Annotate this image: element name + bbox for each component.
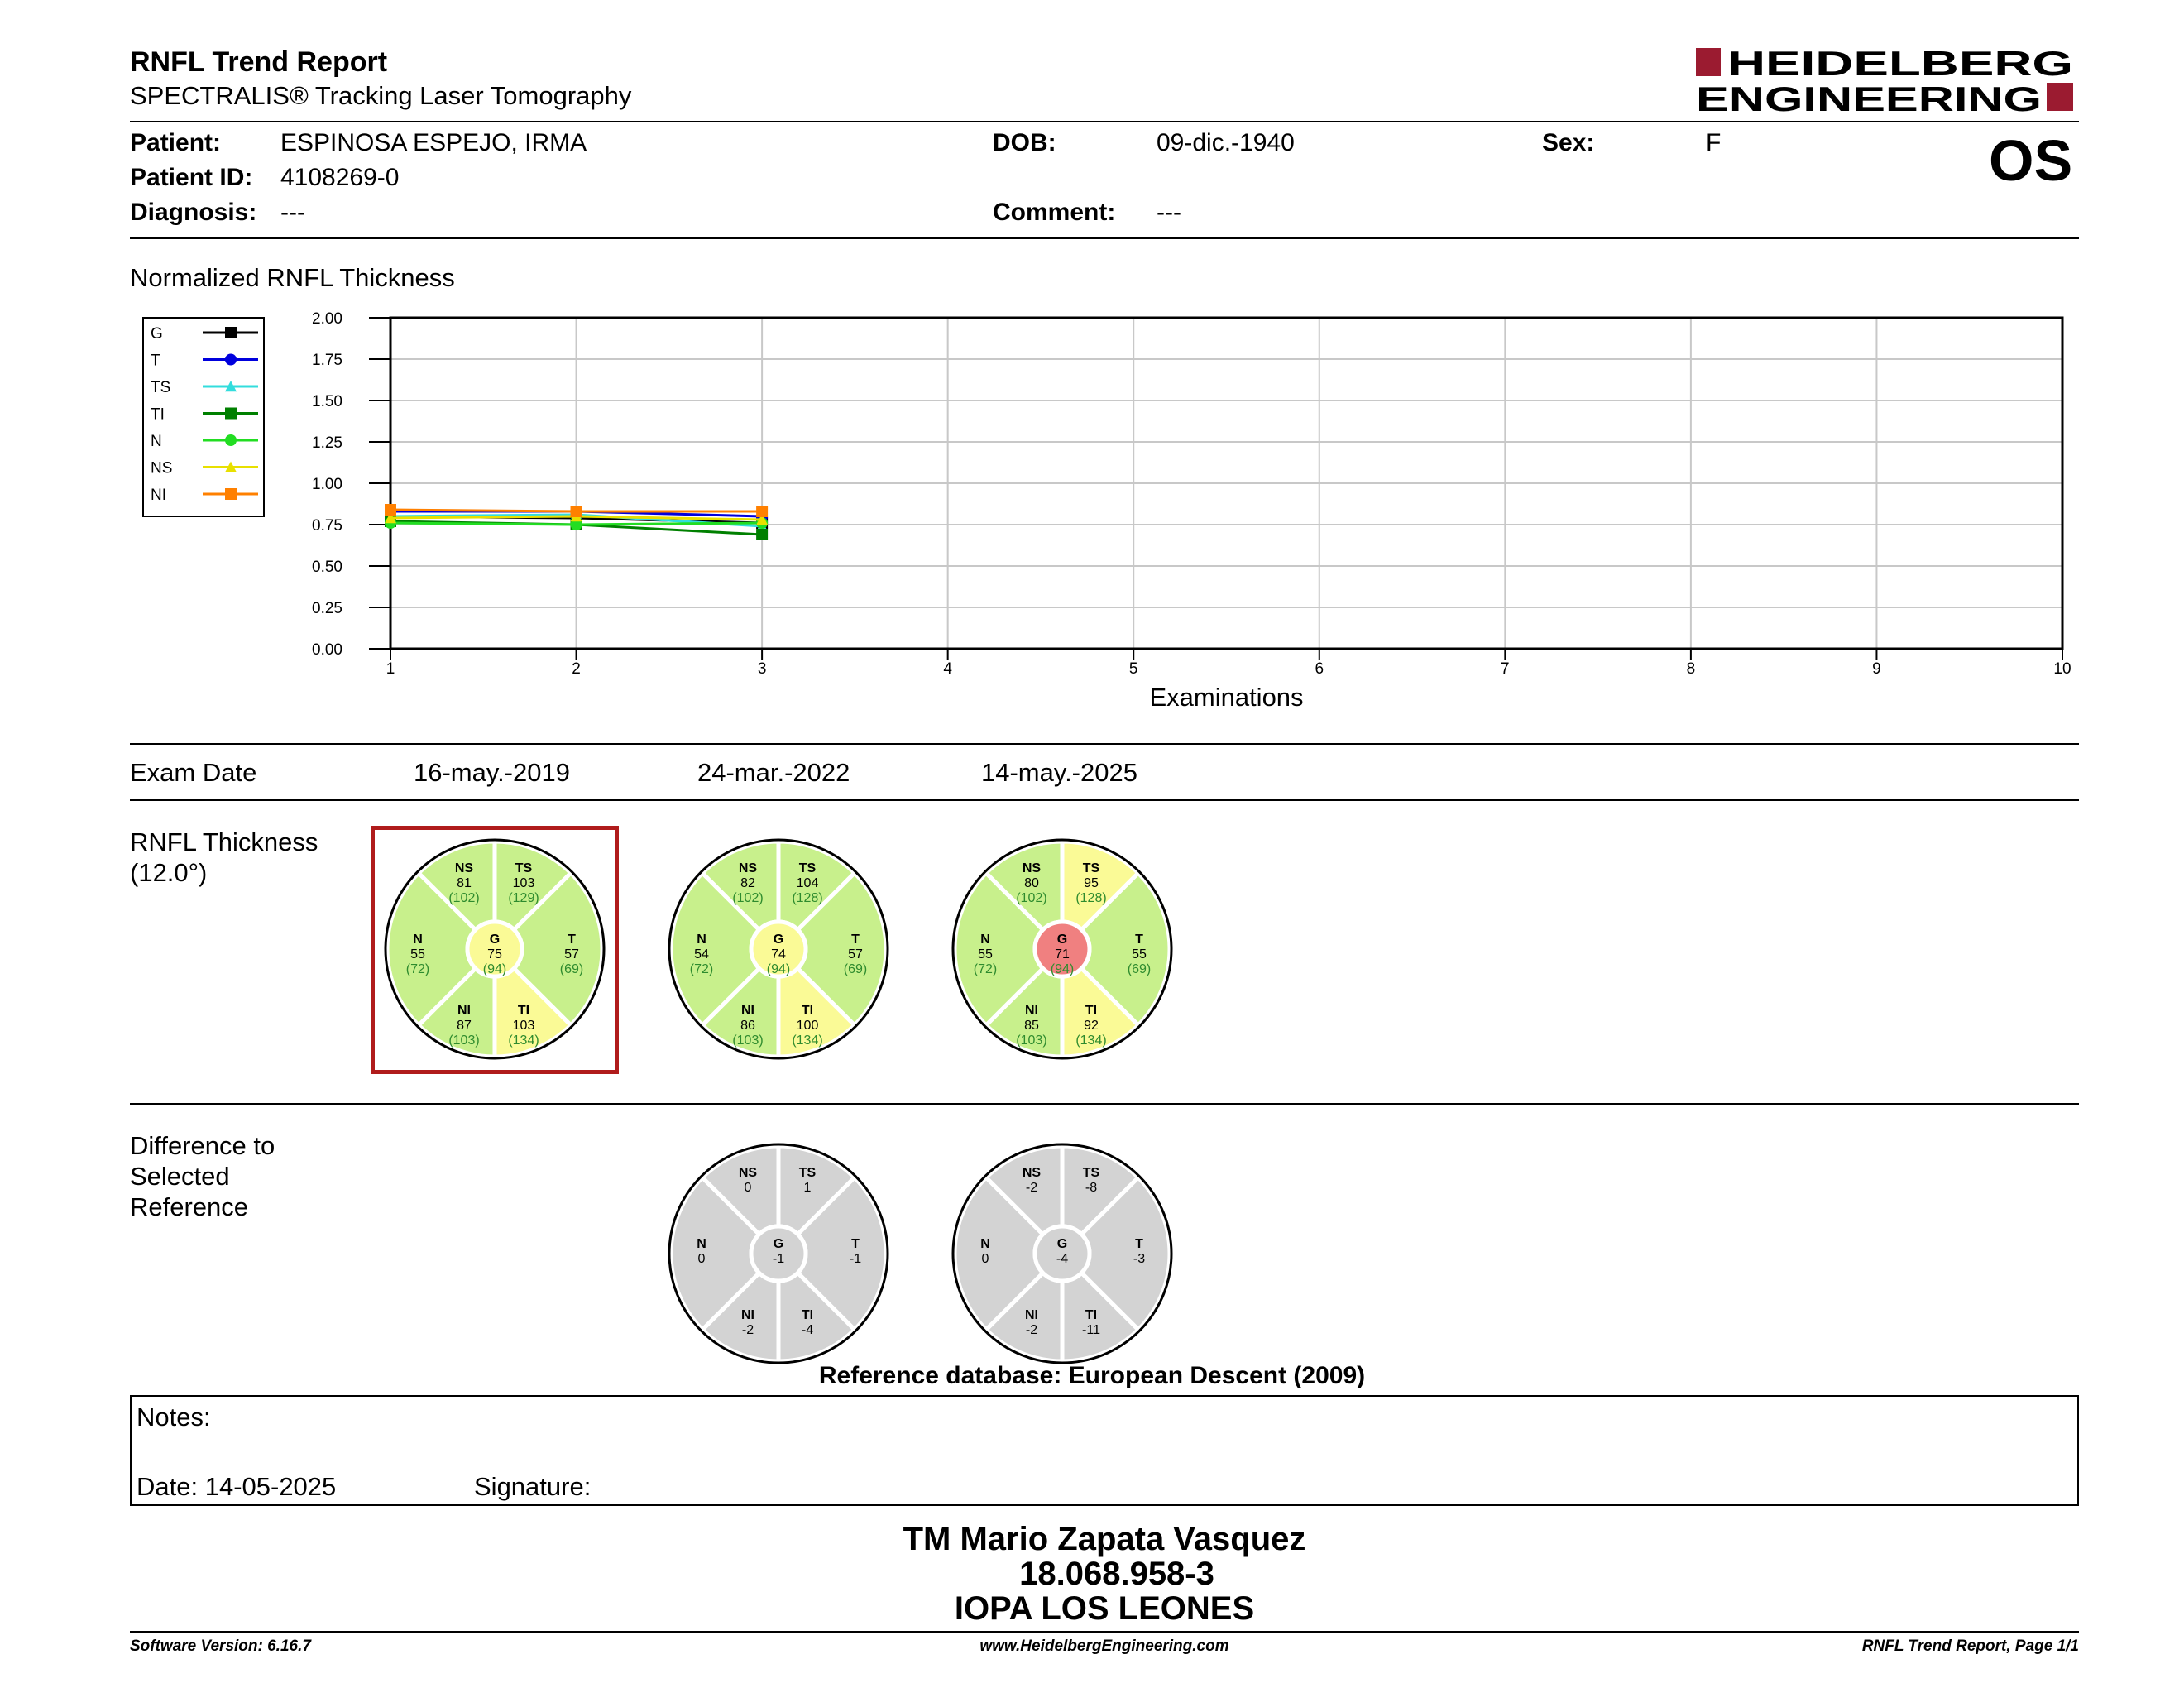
examiner-name: TM Mario Zapata Vasquez bbox=[903, 1521, 1306, 1557]
sector-name-ts: TS bbox=[798, 1166, 817, 1180]
y-tick-label: 1.50 bbox=[312, 393, 342, 410]
sector-name-t: T bbox=[1135, 933, 1143, 947]
website-link[interactable]: www.HeidelbergEngineering.com bbox=[979, 1638, 1229, 1655]
sector-reference-ni: (103) bbox=[732, 1033, 764, 1048]
sector-name-ts: TS bbox=[798, 861, 817, 875]
sector-value-ns: 82 bbox=[740, 876, 755, 890]
sector-name-ti: TI bbox=[801, 1308, 814, 1322]
sector-name-ns: NS bbox=[1022, 861, 1042, 875]
sector-reference-ns: (102) bbox=[448, 891, 480, 905]
exam-date-3: 14-may.-2025 bbox=[981, 758, 1138, 787]
logo-line1: HEIDELBERG bbox=[1727, 45, 2073, 83]
sector-value-g: 71 bbox=[1055, 947, 1070, 961]
sector-value-t: 57 bbox=[564, 947, 579, 961]
sector-name-ni: NI bbox=[741, 1308, 754, 1322]
sector-name-g: G bbox=[773, 1237, 784, 1251]
sector-diff-ns: -2 bbox=[1025, 1181, 1038, 1195]
y-tick-label: 1.25 bbox=[312, 434, 342, 452]
sector-name-ns: NS bbox=[738, 861, 758, 875]
sector-diff-ni: -2 bbox=[741, 1323, 754, 1337]
sector-value-ni: 85 bbox=[1024, 1019, 1039, 1033]
sector-value-n: 55 bbox=[978, 947, 993, 961]
sector-reference-ts: (128) bbox=[792, 891, 823, 905]
difference-label-line1: Difference to bbox=[130, 1131, 275, 1160]
report-subtitle: SPECTRALIS® Tracking Laser Tomography bbox=[130, 81, 632, 110]
sector-diff-ni: -2 bbox=[1025, 1323, 1038, 1337]
sector-reference-g: (94) bbox=[1050, 962, 1075, 976]
sector-name-t: T bbox=[568, 933, 576, 947]
diagnosis-value: --- bbox=[280, 199, 305, 226]
sector-diff-g: -4 bbox=[1056, 1252, 1069, 1266]
legend-label-ts: TS bbox=[151, 379, 171, 396]
sector-value-t: 55 bbox=[1132, 947, 1147, 961]
sector-name-g: G bbox=[1056, 933, 1068, 947]
x-tick-label: 8 bbox=[1686, 660, 1696, 678]
difference-label-line2: Selected bbox=[130, 1162, 230, 1191]
sector-name-ts: TS bbox=[1082, 1166, 1100, 1180]
sector-value-ni: 86 bbox=[740, 1019, 755, 1033]
sector-reference-ns: (102) bbox=[732, 891, 764, 905]
legend-label-n: N bbox=[151, 433, 162, 450]
legend-label-ns: NS bbox=[151, 459, 173, 477]
examiner-id: 18.068.958-3 bbox=[1019, 1556, 1214, 1592]
sector-diff-t: -3 bbox=[1133, 1252, 1146, 1266]
sector-name-n: N bbox=[980, 933, 990, 947]
notes-box[interactable] bbox=[130, 1395, 2079, 1506]
sector-reference-ni: (103) bbox=[1016, 1033, 1047, 1048]
sector-value-ns: 80 bbox=[1024, 876, 1039, 890]
signature-label: Signature: bbox=[474, 1472, 592, 1501]
sector-diff-g: -1 bbox=[772, 1252, 785, 1266]
dob-value: 09-dic.-1940 bbox=[1157, 129, 1295, 156]
sector-name-ti: TI bbox=[1085, 1308, 1098, 1322]
sector-value-ni: 87 bbox=[457, 1019, 472, 1033]
sector-value-n: 54 bbox=[694, 947, 709, 961]
thickness-label-line1: RNFL Thickness bbox=[130, 827, 318, 856]
sector-reference-ns: (102) bbox=[1016, 891, 1047, 905]
reference-database: Reference database: European Descent (2009) bbox=[818, 1362, 1366, 1389]
sector-reference-t: (69) bbox=[1127, 962, 1152, 976]
page-number: RNFL Trend Report, Page 1/1 bbox=[1861, 1638, 2079, 1655]
sector-value-ts: 103 bbox=[512, 876, 535, 890]
x-tick-label: 10 bbox=[2053, 660, 2071, 678]
sector-name-g: G bbox=[489, 933, 500, 947]
sector-reference-ti: (134) bbox=[1075, 1033, 1107, 1048]
sector-value-ti: 100 bbox=[796, 1019, 819, 1033]
sector-name-t: T bbox=[851, 933, 860, 947]
sector-value-ns: 81 bbox=[457, 876, 472, 890]
x-tick-label: 5 bbox=[1128, 660, 1138, 678]
patient-id-value: 4108269-0 bbox=[280, 164, 400, 191]
x-tick-label: 9 bbox=[1872, 660, 1881, 678]
sector-reference-ts: (128) bbox=[1075, 891, 1107, 905]
x-tick-label: 4 bbox=[943, 660, 952, 678]
diagnosis-label: Diagnosis: bbox=[130, 199, 257, 226]
sector-name-n: N bbox=[413, 933, 423, 947]
y-tick-label: 2.00 bbox=[312, 310, 342, 328]
comment-value: --- bbox=[1157, 199, 1181, 226]
sector-name-ni: NI bbox=[741, 1004, 754, 1018]
y-tick-label: 0.25 bbox=[312, 600, 342, 617]
sector-diff-ts: -8 bbox=[1085, 1181, 1098, 1195]
x-tick-label: 2 bbox=[572, 660, 581, 678]
sector-name-n: N bbox=[697, 933, 706, 947]
sector-reference-t: (69) bbox=[559, 962, 584, 976]
notes-label: Notes: bbox=[136, 1403, 211, 1431]
exam-date-2: 24-mar.-2022 bbox=[697, 758, 850, 787]
y-tick-label: 1.75 bbox=[312, 352, 342, 369]
patient-id-label: Patient ID: bbox=[130, 164, 253, 191]
sector-diff-n: 0 bbox=[981, 1252, 989, 1266]
x-axis-label: Examinations bbox=[1149, 683, 1304, 712]
y-tick-label: 0.50 bbox=[312, 559, 342, 576]
sex-label: Sex: bbox=[1542, 129, 1595, 156]
sector-name-ns: NS bbox=[454, 861, 474, 875]
chart-section-title: Normalized RNFL Thickness bbox=[130, 263, 455, 292]
notes-date: Date: 14-05-2025 bbox=[136, 1472, 337, 1501]
x-tick-label: 6 bbox=[1315, 660, 1324, 678]
sector-reference-g: (94) bbox=[482, 962, 507, 976]
sector-value-g: 74 bbox=[771, 947, 786, 961]
thickness-divider bbox=[130, 1103, 2079, 1105]
x-tick-label: 7 bbox=[1501, 660, 1510, 678]
sector-value-ts: 95 bbox=[1084, 876, 1099, 890]
sector-name-n: N bbox=[980, 1237, 990, 1251]
sector-diff-ti: -11 bbox=[1082, 1323, 1100, 1337]
x-tick-label: 3 bbox=[757, 660, 767, 678]
sector-reference-n: (72) bbox=[689, 962, 714, 976]
sector-value-n: 55 bbox=[410, 947, 425, 961]
sector-value-ti: 92 bbox=[1084, 1019, 1099, 1033]
sector-name-ts: TS bbox=[1082, 861, 1100, 875]
thickness-label-line2: (12.0°) bbox=[130, 858, 208, 887]
sector-value-t: 57 bbox=[848, 947, 863, 961]
sector-name-ts: TS bbox=[515, 861, 533, 875]
sector-value-ts: 104 bbox=[796, 876, 819, 890]
sector-name-t: T bbox=[1135, 1237, 1143, 1251]
logo-line2: ENGINEERING bbox=[1696, 79, 2042, 116]
y-tick-label: 0.00 bbox=[312, 641, 342, 659]
sector-reference-ti: (134) bbox=[508, 1033, 539, 1048]
sector-reference-t: (69) bbox=[843, 962, 868, 976]
legend-label-ti: TI bbox=[151, 405, 165, 424]
examiner-institution: IOPA LOS LEONES bbox=[954, 1590, 1255, 1627]
sector-name-ns: NS bbox=[1022, 1166, 1042, 1180]
patient-name: ESPINOSA ESPEJO, IRMA bbox=[280, 129, 587, 156]
legend-label-t: T bbox=[151, 352, 160, 370]
dob-label: DOB: bbox=[993, 129, 1056, 156]
legend-label-g: G bbox=[151, 325, 163, 343]
exam-date-label: Exam Date bbox=[130, 758, 257, 787]
patient-label: Patient: bbox=[130, 129, 222, 156]
sector-name-g: G bbox=[1056, 1237, 1068, 1251]
legend-label-ni: NI bbox=[151, 487, 166, 504]
sector-diff-ti: -4 bbox=[801, 1323, 814, 1337]
sector-reference-n: (72) bbox=[973, 962, 998, 976]
software-version: Software Version: 6.16.7 bbox=[130, 1638, 311, 1655]
sex-value: F bbox=[1706, 129, 1722, 156]
difference-label-line3: Reference bbox=[130, 1192, 249, 1221]
sector-name-ni: NI bbox=[1025, 1308, 1038, 1322]
sector-reference-ni: (103) bbox=[448, 1033, 480, 1048]
sector-name-ti: TI bbox=[1085, 1004, 1098, 1018]
sector-diff-ts: 1 bbox=[803, 1181, 812, 1195]
sector-reference-ti: (134) bbox=[792, 1033, 823, 1048]
sector-name-ti: TI bbox=[517, 1004, 530, 1018]
report-title: RNFL Trend Report bbox=[130, 46, 388, 78]
sector-name-t: T bbox=[851, 1237, 860, 1251]
sector-reference-ts: (129) bbox=[508, 891, 539, 905]
sector-name-ni: NI bbox=[457, 1004, 471, 1018]
sector-name-n: N bbox=[697, 1237, 706, 1251]
sector-diff-ns: 0 bbox=[744, 1181, 752, 1195]
sector-reference-g: (94) bbox=[766, 962, 791, 976]
sector-reference-n: (72) bbox=[405, 962, 430, 976]
sector-value-g: 75 bbox=[487, 947, 502, 961]
sector-name-ni: NI bbox=[1025, 1004, 1038, 1018]
x-tick-label: 1 bbox=[386, 660, 395, 678]
sector-name-ti: TI bbox=[801, 1004, 814, 1018]
sector-value-ti: 103 bbox=[512, 1019, 535, 1033]
y-tick-label: 0.75 bbox=[312, 517, 342, 535]
eye-indicator: OS bbox=[1989, 128, 2073, 193]
comment-label: Comment: bbox=[993, 199, 1116, 226]
sector-name-ns: NS bbox=[738, 1166, 758, 1180]
sector-diff-n: 0 bbox=[697, 1252, 706, 1266]
exam-date-1: 16-may.-2019 bbox=[414, 758, 570, 787]
y-tick-label: 1.00 bbox=[312, 476, 342, 493]
sector-diff-t: -1 bbox=[849, 1252, 862, 1266]
sector-name-g: G bbox=[773, 933, 784, 947]
footer-divider bbox=[130, 1631, 2079, 1633]
